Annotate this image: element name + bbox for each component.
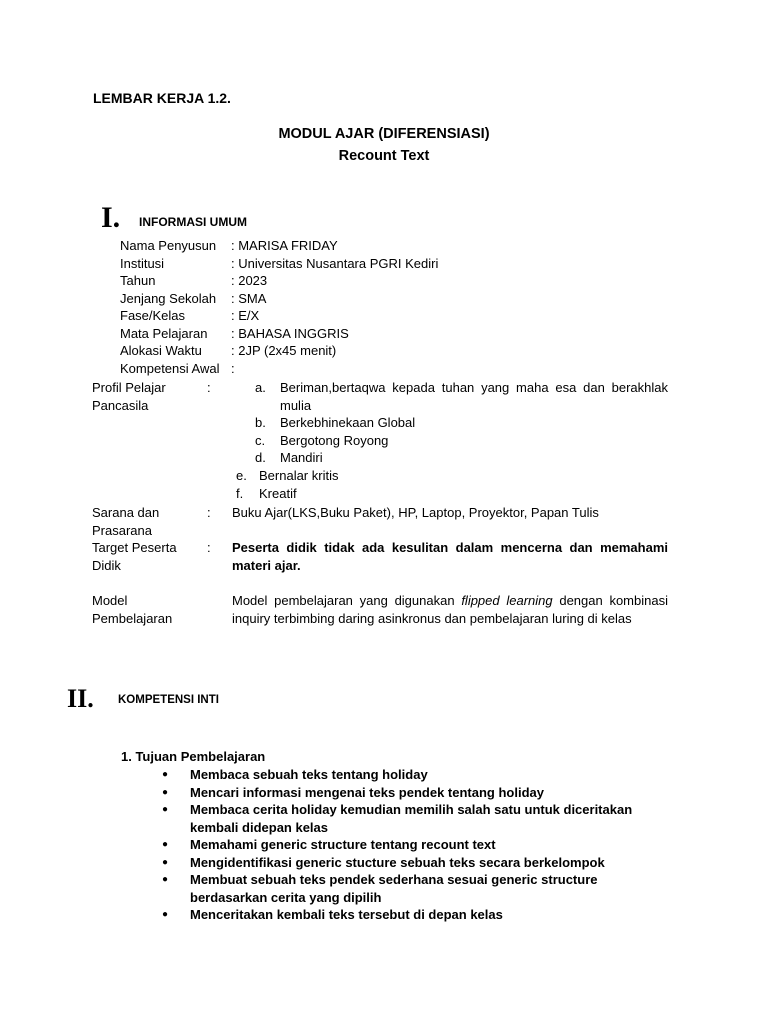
info-label: Alokasi Waktu — [120, 343, 202, 358]
profil-item-marker: a. — [255, 380, 266, 395]
info-value: : — [231, 360, 235, 376]
list-item: ● Mencari informasi mengenai teks pendek tentang holiday — [158, 784, 658, 802]
profil-item: e. Bernalar kritis — [236, 468, 339, 483]
info-value: : 2023 — [231, 273, 268, 288]
info-value: : 2JP (2x45 menit) — [231, 343, 337, 358]
info-label: Tahun — [120, 273, 156, 288]
model-label: Model Pembelajaran — [92, 593, 173, 626]
info-value: : BAHASA INGGRIS — [231, 325, 349, 341]
tujuan-heading: 1. Tujuan Pembelajaran — [121, 749, 266, 764]
section-2-numeral: II. — [67, 684, 94, 713]
target-colon: : — [207, 540, 211, 555]
bullet-icon: ● — [162, 874, 169, 885]
list-item: ● Membaca sebuah teks tentang holiday — [158, 766, 658, 784]
sarana-colon: : — [207, 505, 211, 520]
info-label: Kompetensi Awal — [120, 360, 220, 376]
list-item: ● Membuat sebuah teks pendek sederhana sesuai generic structure berdasarkan cerita yang dipilih — [158, 871, 658, 906]
bullet-icon: ● — [162, 856, 169, 868]
sarana-value: Buku Ajar(LKS,Buku Paket), HP, Laptop, Proyektor, Papan Tulis — [232, 505, 599, 520]
profil-item: f. Kreatif — [236, 486, 297, 501]
list-item: ● Menceritakan kembali teks tersebut di depan kelas — [158, 906, 658, 924]
tujuan-list — [158, 766, 658, 924]
profil-item-text: Beriman,bertaqwa kepada tuhan yang maha esa dan berakhlak mulia — [280, 380, 668, 413]
info-row — [120, 307, 259, 325]
bullet-icon: ● — [162, 839, 169, 850]
profil-item: b. Berkebhinekaan Global — [255, 415, 416, 430]
list-item: ● Membaca cerita holiday kemudian memilih salah satu untuk diceritakan kembali didepan kelas — [158, 801, 658, 836]
target-value: Peserta didik tidak ada kesulitan dalam mencerna dan memahami materi ajar. — [232, 540, 668, 573]
bullet-icon: ● — [162, 786, 169, 798]
info-row — [120, 272, 267, 290]
info-label: Fase/Kelas — [120, 308, 186, 323]
list-item: ● Memahami generic structure tentang recount text — [158, 836, 658, 854]
info-row — [120, 360, 235, 378]
model-value-emphasis: flipped learning — [461, 593, 553, 608]
sarana-label: Sarana dan Prasarana — [92, 505, 160, 538]
info-row — [120, 290, 266, 308]
profil-label: Profil Pelajar Pancasila — [92, 380, 166, 413]
info-label: Institusi — [120, 255, 165, 271]
model-value: Model pembelajaran yang digunakan flipped learning dengan kombinasi inquiry terbimbing daring asinkronus dan pembelajaran luring di kelas — [232, 593, 668, 626]
section-2-heading: KOMPETENSI INTI — [118, 694, 219, 706]
profil-item — [255, 379, 668, 414]
info-value: : SMA — [231, 290, 267, 306]
info-row — [120, 325, 349, 343]
target-label: Target Peserta Didik — [92, 540, 177, 573]
info-row — [120, 342, 336, 360]
info-value: : MARISA FRIDAY — [231, 238, 338, 253]
list-item: ● Mengidentifikasi generic stucture sebuah teks secara berkelompok — [158, 854, 658, 872]
info-row — [120, 255, 438, 273]
bullet-icon: ● — [162, 804, 169, 815]
section-1-numeral: I. — [101, 201, 121, 234]
info-label: Mata Pelajaran — [120, 325, 208, 341]
module-subtitle: Recount Text — [338, 148, 430, 164]
profil-item: c. Bergotong Royong — [255, 433, 389, 448]
profil-colon: : — [207, 380, 211, 395]
bullet-icon: ● — [162, 909, 169, 920]
section-1-heading: INFORMASI UMUM — [139, 215, 247, 229]
profil-item: d. Mandiri — [255, 450, 323, 465]
bullet-icon: ● — [162, 769, 169, 780]
info-value: : E/X — [231, 308, 260, 323]
document-label: LEMBAR KERJA 1.2. — [93, 90, 231, 106]
info-row — [120, 237, 338, 255]
info-label: Jenjang Sekolah — [120, 290, 217, 306]
info-label: Nama Penyusun — [120, 238, 217, 253]
module-title: MODUL AJAR (DIFERENSIASI) — [278, 126, 490, 142]
info-value: : Universitas Nusantara PGRI Kediri — [231, 255, 439, 271]
